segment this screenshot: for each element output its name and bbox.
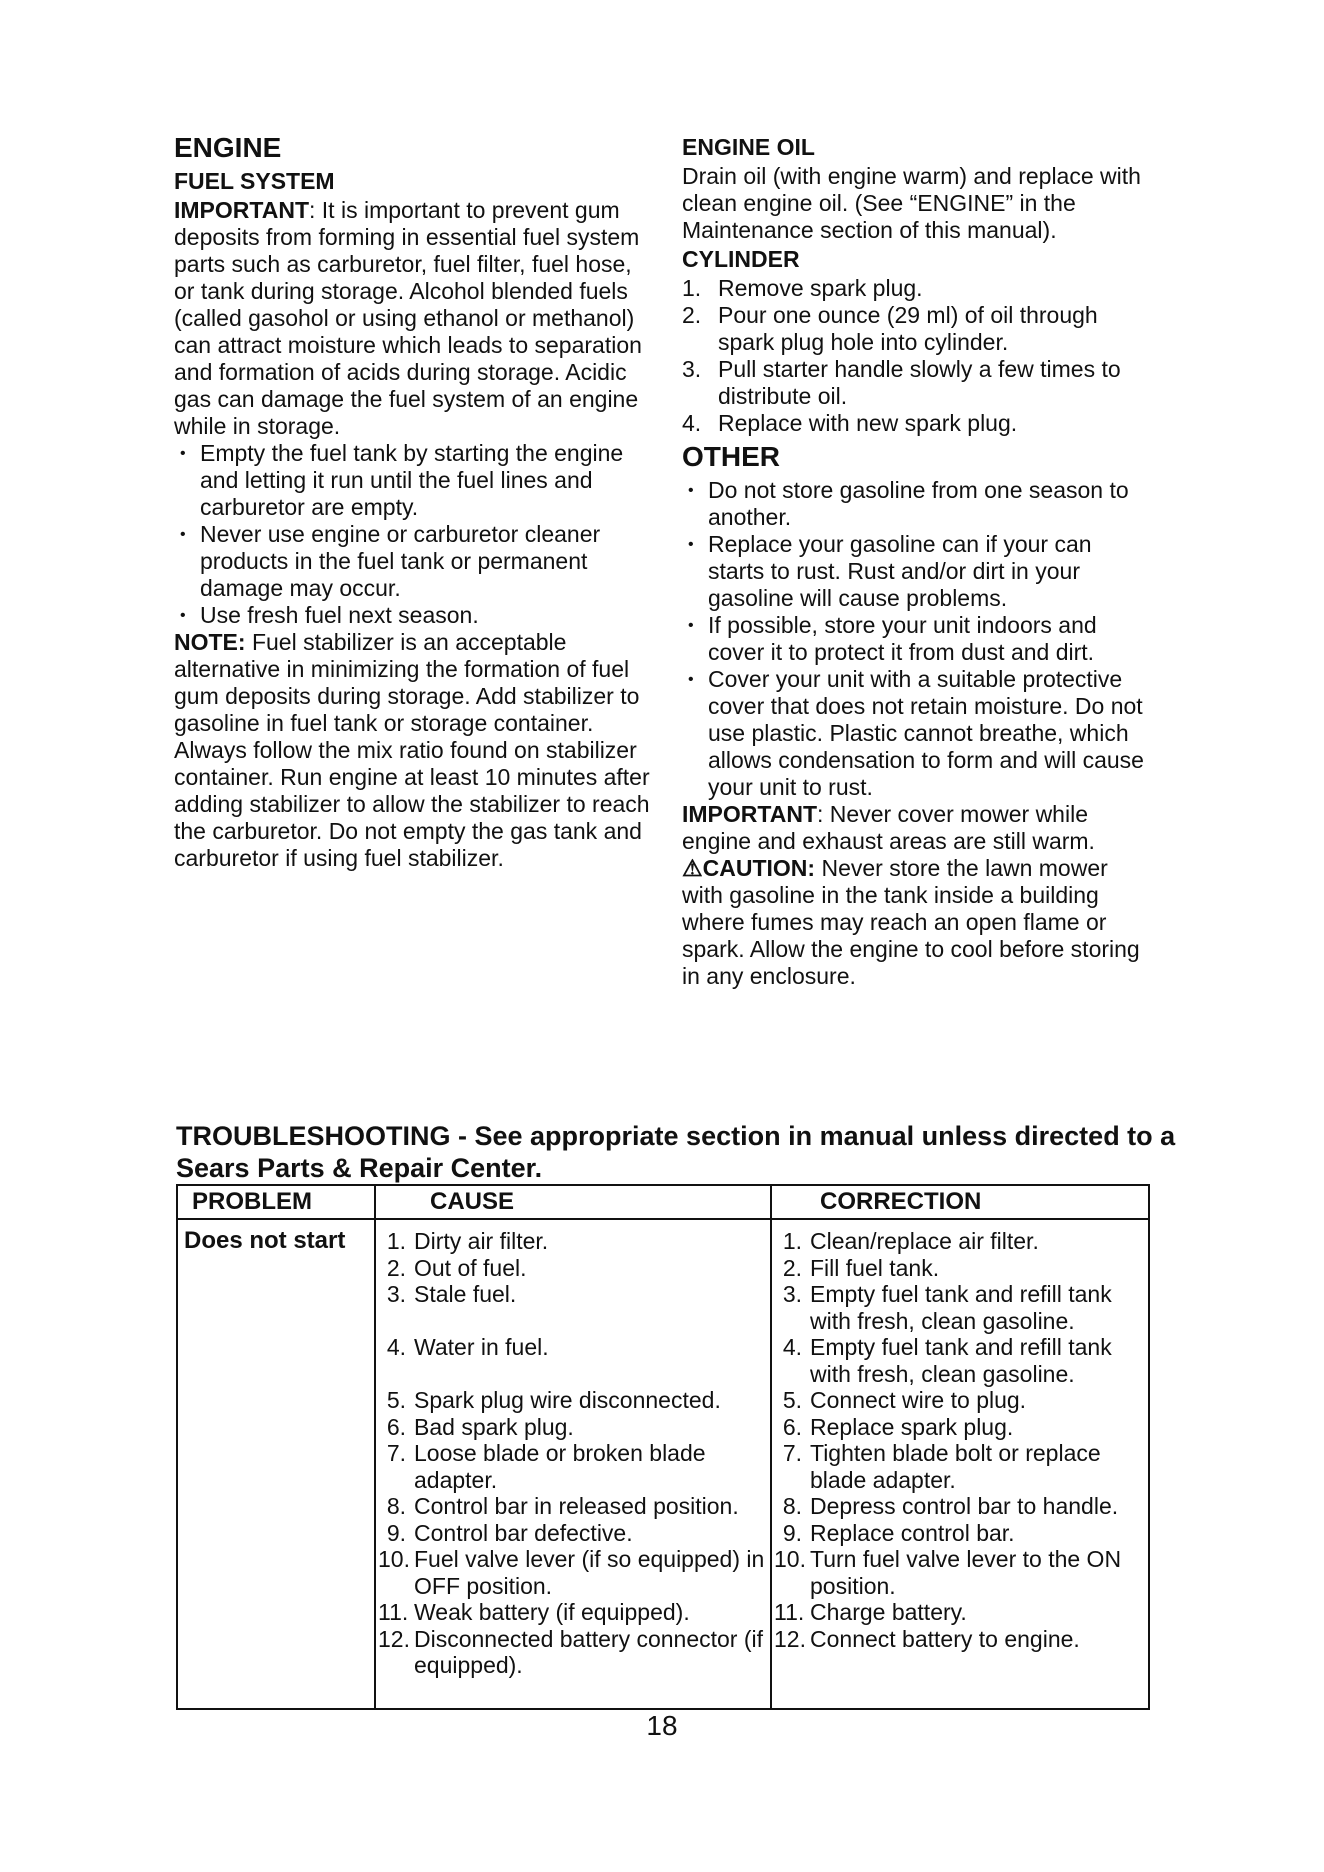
problem-cell: Does not start	[184, 1227, 346, 1254]
warning-icon: ⚠	[682, 855, 703, 881]
important-paragraph	[174, 197, 654, 440]
important-label: IMPORTANT	[682, 801, 818, 827]
table-row	[378, 1493, 768, 1520]
right-column	[682, 132, 1152, 990]
step-number: 2.	[682, 302, 702, 328]
item-number: 5.	[386, 1387, 406, 1413]
item-number: 9.	[386, 1519, 406, 1546]
table-row	[774, 1281, 1150, 1334]
item-number: 11.	[378, 1599, 409, 1625]
table-row	[378, 1361, 768, 1388]
table-row	[378, 1387, 768, 1414]
item-number: 6.	[386, 1413, 406, 1440]
item-number: 4.	[386, 1334, 406, 1360]
list-item	[682, 410, 1152, 437]
item-text: Fill fuel tank.	[810, 1254, 940, 1281]
item-number	[378, 1361, 414, 1388]
item-text: Control bar defective.	[414, 1519, 633, 1546]
step-number: 4.	[682, 410, 702, 436]
caution-paragraph	[682, 855, 1152, 990]
item-text: Connect wire to plug.	[810, 1387, 1027, 1413]
item-text: Turn fuel valve lever to the ON position.	[810, 1546, 1122, 1599]
column-divider	[374, 1186, 376, 1708]
item-text: Disconnected battery connector (if equipped).	[414, 1625, 764, 1678]
header-correction: CORRECTION	[820, 1188, 982, 1215]
note-text: Fuel stabilizer is an acceptable alternative in minimizing the formation of fuel gum deposits during storage. Add stabilizer to gasoline in fuel tank or storage container. Always follow the mix ratio found on stabilizer container. Run engine at least 10 minutes after adding stabilizer to allow the stabilizer to reach the carburetor. Do not empty the gas tank and carburetor if using fuel stabilizer.	[174, 629, 650, 871]
list-item	[682, 356, 1152, 410]
item-number: 3.	[386, 1281, 406, 1307]
left-column	[174, 132, 654, 872]
item-text: Replace spark plug.	[810, 1413, 1014, 1440]
item-number: 11.	[774, 1599, 805, 1625]
item-number	[378, 1308, 414, 1335]
item-text: Depress control bar to handle.	[810, 1493, 1119, 1519]
table-row	[774, 1626, 1150, 1653]
table-row	[774, 1255, 1150, 1282]
other-heading: OTHER	[682, 441, 780, 472]
table-row	[774, 1493, 1150, 1520]
important-warm-paragraph	[682, 801, 1152, 855]
item-text: Empty fuel tank and refill tank with fresh, clean gasoline.	[810, 1334, 1112, 1387]
item-number: 7.	[386, 1440, 406, 1466]
table-row	[378, 1546, 768, 1599]
item-number: 10.	[378, 1546, 410, 1572]
list-item: • Empty the fuel tank by starting the engine and letting it run until the fuel lines and carburetor are empty.	[174, 440, 654, 521]
step-number: 1.	[682, 275, 702, 301]
item-number: 6.	[782, 1413, 802, 1440]
item-text: Replace control bar.	[810, 1519, 1015, 1546]
engine-oil-text: Drain oil (with engine warm) and replace with clean engine oil. (See “ENGINE” in the Maintenance section of this manual).	[682, 163, 1141, 243]
list-item	[682, 275, 1152, 302]
item-text: Fuel valve lever (if so equipped) in OFF position.	[414, 1546, 765, 1599]
engine-oil-heading: ENGINE OIL	[682, 134, 815, 160]
note-label: NOTE:	[174, 629, 246, 655]
note-paragraph	[174, 629, 654, 872]
list-item: • Replace your gasoline can if your can starts to rust. Rust and/or dirt in your gasoline will cause problems.	[682, 531, 1152, 612]
item-number: 7.	[782, 1440, 802, 1466]
item-number: 10.	[774, 1546, 806, 1572]
list-item: • Use fresh fuel next season.	[174, 602, 654, 629]
step-text: Pull starter handle slowly a few times to distribute oil.	[718, 356, 1121, 409]
list-item: • Cover your unit with a suitable protective cover that does not retain moisture. Do not use plastic. Plastic cannot breathe, which allows condensation to form and will cause your unit to rust.	[682, 666, 1152, 801]
engine-heading: ENGINE	[174, 132, 282, 163]
item-text: Connect battery to engine.	[810, 1625, 1080, 1652]
table-row	[774, 1599, 1150, 1626]
table-row	[378, 1281, 768, 1308]
item-text: Loose blade or broken blade adapter.	[414, 1440, 706, 1493]
fuel-bullet-list	[174, 440, 654, 629]
table-row	[378, 1626, 768, 1679]
important-label: IMPORTANT	[174, 197, 310, 223]
item-text: Weak battery (if equipped).	[414, 1599, 690, 1625]
table-row	[378, 1334, 768, 1361]
table-row	[774, 1387, 1150, 1414]
item-text: Dirty air filter.	[414, 1228, 549, 1254]
table-row	[378, 1440, 768, 1493]
item-text: Bad spark plug.	[414, 1413, 574, 1440]
list-item: • If possible, store your unit indoors and cover it to protect it from dust and dirt.	[682, 612, 1152, 666]
correction-list	[774, 1228, 1150, 1652]
item-text: Empty fuel tank and refill tank with fresh, clean gasoline.	[810, 1281, 1112, 1334]
item-text: Control bar in released position.	[414, 1493, 739, 1519]
table-row	[774, 1546, 1150, 1599]
troubleshooting-title: TROUBLESHOOTING - See appropriate section in manual unless directed to a Sears Parts & Repair Center.	[176, 1121, 1176, 1183]
step-text: Remove spark plug.	[718, 275, 923, 301]
item-text	[414, 1361, 420, 1388]
header-cause: CAUSE	[430, 1188, 515, 1215]
page-number: 18	[646, 1710, 678, 1741]
table-row	[378, 1414, 768, 1441]
table-row	[774, 1520, 1150, 1547]
important-text: : Never cover mower while engine and exhaust areas are still warm.	[682, 801, 1095, 854]
item-text: Clean/replace air filter.	[810, 1228, 1039, 1254]
table-row	[378, 1308, 768, 1335]
table-row	[378, 1255, 768, 1282]
item-text: Stale fuel.	[414, 1281, 517, 1307]
item-number: 9.	[782, 1519, 802, 1546]
caution-text: Never store the lawn mower with gasoline in the tank inside a building where fumes may reach an open flame or spark. Allow the engine to cool before storing in any enclosure.	[682, 855, 1140, 989]
step-text: Pour one ounce (29 ml) of oil through spark plug hole into cylinder.	[718, 302, 1098, 355]
correction-cell	[774, 1228, 1150, 1652]
item-text: Water in fuel.	[414, 1334, 549, 1360]
item-number: 8.	[782, 1493, 802, 1519]
caution-label: CAUTION:	[702, 855, 816, 881]
item-text: Out of fuel.	[414, 1254, 527, 1281]
item-number: 12.	[774, 1625, 806, 1652]
item-text	[414, 1308, 420, 1335]
table-row	[378, 1599, 768, 1626]
table-row	[378, 1520, 768, 1547]
item-number: 3.	[782, 1281, 802, 1307]
cause-list	[378, 1228, 768, 1679]
cylinder-heading: CYLINDER	[682, 246, 800, 272]
item-number: 2.	[782, 1254, 802, 1281]
troubleshooting-table	[176, 1184, 1150, 1710]
item-number: 8.	[386, 1493, 406, 1519]
header-problem: PROBLEM	[192, 1188, 312, 1215]
step-text: Replace with new spark plug.	[718, 410, 1018, 436]
other-bullet-list	[682, 477, 1152, 801]
item-number: 1.	[386, 1228, 406, 1254]
item-number: 4.	[782, 1334, 802, 1360]
column-divider	[770, 1186, 772, 1708]
fuel-system-heading: FUEL SYSTEM	[174, 168, 335, 194]
step-number: 3.	[682, 356, 702, 382]
item-text: Spark plug wire disconnected.	[414, 1387, 721, 1413]
list-item: • Never use engine or carburetor cleaner products in the fuel tank or permanent damage may occur.	[174, 521, 654, 602]
cause-cell	[378, 1228, 768, 1679]
table-row	[774, 1334, 1150, 1387]
item-number: 1.	[782, 1228, 802, 1254]
header-divider	[178, 1218, 1148, 1220]
table-row	[774, 1440, 1150, 1493]
item-text: Charge battery.	[810, 1599, 967, 1625]
item-number: 2.	[386, 1254, 406, 1281]
list-item	[682, 302, 1152, 356]
item-number: 12.	[378, 1625, 410, 1652]
table-row	[378, 1228, 768, 1255]
item-number: 5.	[782, 1387, 802, 1413]
list-item: • Do not store gasoline from one season to another.	[682, 477, 1152, 531]
table-row	[774, 1414, 1150, 1441]
cylinder-steps	[682, 275, 1152, 437]
important-text: : It is important to prevent gum deposits from forming in essential fuel system parts such as carburetor, fuel filter, fuel hose, or tank during storage. Alcohol blended fuels (called gasohol or using ethanol or methanol) can attract moisture which leads to separation and formation of acids during storage. Acidic gas can damage the fuel system of an engine while in storage.	[174, 197, 642, 439]
table-row	[774, 1228, 1150, 1255]
item-text: Tighten blade bolt or replace blade adapter.	[810, 1440, 1101, 1493]
